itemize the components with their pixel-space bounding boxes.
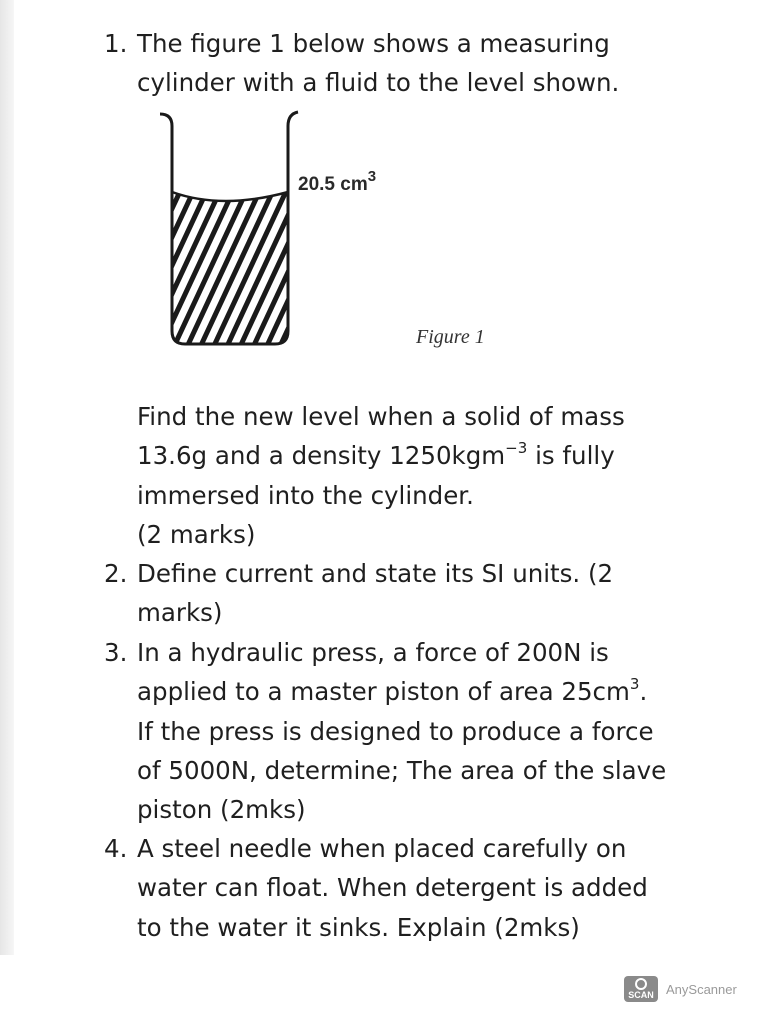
figure-caption: Figure 1 bbox=[416, 326, 485, 348]
question-text-line: If the press is designed to produce a force bbox=[137, 716, 654, 746]
volume-label: 20.5 $cm^3$ bbox=[298, 167, 377, 195]
question-text-line: water can float. When detergent is added bbox=[137, 873, 648, 903]
question-4 bbox=[104, 829, 724, 947]
question-text-line: A steel needle when placed carefully on bbox=[137, 834, 627, 863]
question-text-line: cylinder with a fluid to the level shown. bbox=[137, 68, 620, 98]
question-text-line: applied to a master piston of area $25cm^3$. bbox=[137, 675, 648, 707]
question-text-line: In a hydraulic press, a force of 200N is bbox=[137, 638, 609, 667]
question-2 bbox=[104, 554, 724, 633]
question-text-line: marks) bbox=[137, 598, 223, 628]
question-3 bbox=[104, 633, 724, 829]
question-text-line: to the water it sinks. Explain (2mks) bbox=[137, 912, 580, 942]
question-1 bbox=[104, 24, 724, 103]
question-text-line: 13.6g and a density 1250kgm$^{-3}$ is fully bbox=[137, 439, 615, 471]
question-1-followup bbox=[104, 397, 724, 554]
question-text-line: Find the new level when a solid of mass bbox=[137, 402, 625, 431]
question-text-line: piston (2mks) bbox=[137, 795, 306, 825]
fluid-hatching bbox=[168, 186, 293, 348]
watermark-name: AnyScanner bbox=[666, 981, 737, 997]
question-number: 2. bbox=[104, 559, 128, 588]
question-number: 1. bbox=[104, 29, 128, 58]
question-number: 3. bbox=[104, 638, 128, 667]
scanner-watermark bbox=[624, 976, 737, 1002]
question-number: 4. bbox=[104, 834, 128, 863]
question-text-line: of 5000N, determine; The area of the slave bbox=[137, 755, 667, 785]
scan-logo-icon: SCAN bbox=[624, 976, 658, 1002]
figure-1 bbox=[150, 108, 530, 368]
question-text-line: immersed into the cylinder. bbox=[137, 480, 474, 510]
question-text-line: The figure 1 below shows a measuring bbox=[137, 29, 610, 58]
marks-label: (2 marks) bbox=[137, 519, 256, 549]
question-text-line: Define current and state its SI units. (2 bbox=[137, 559, 614, 588]
